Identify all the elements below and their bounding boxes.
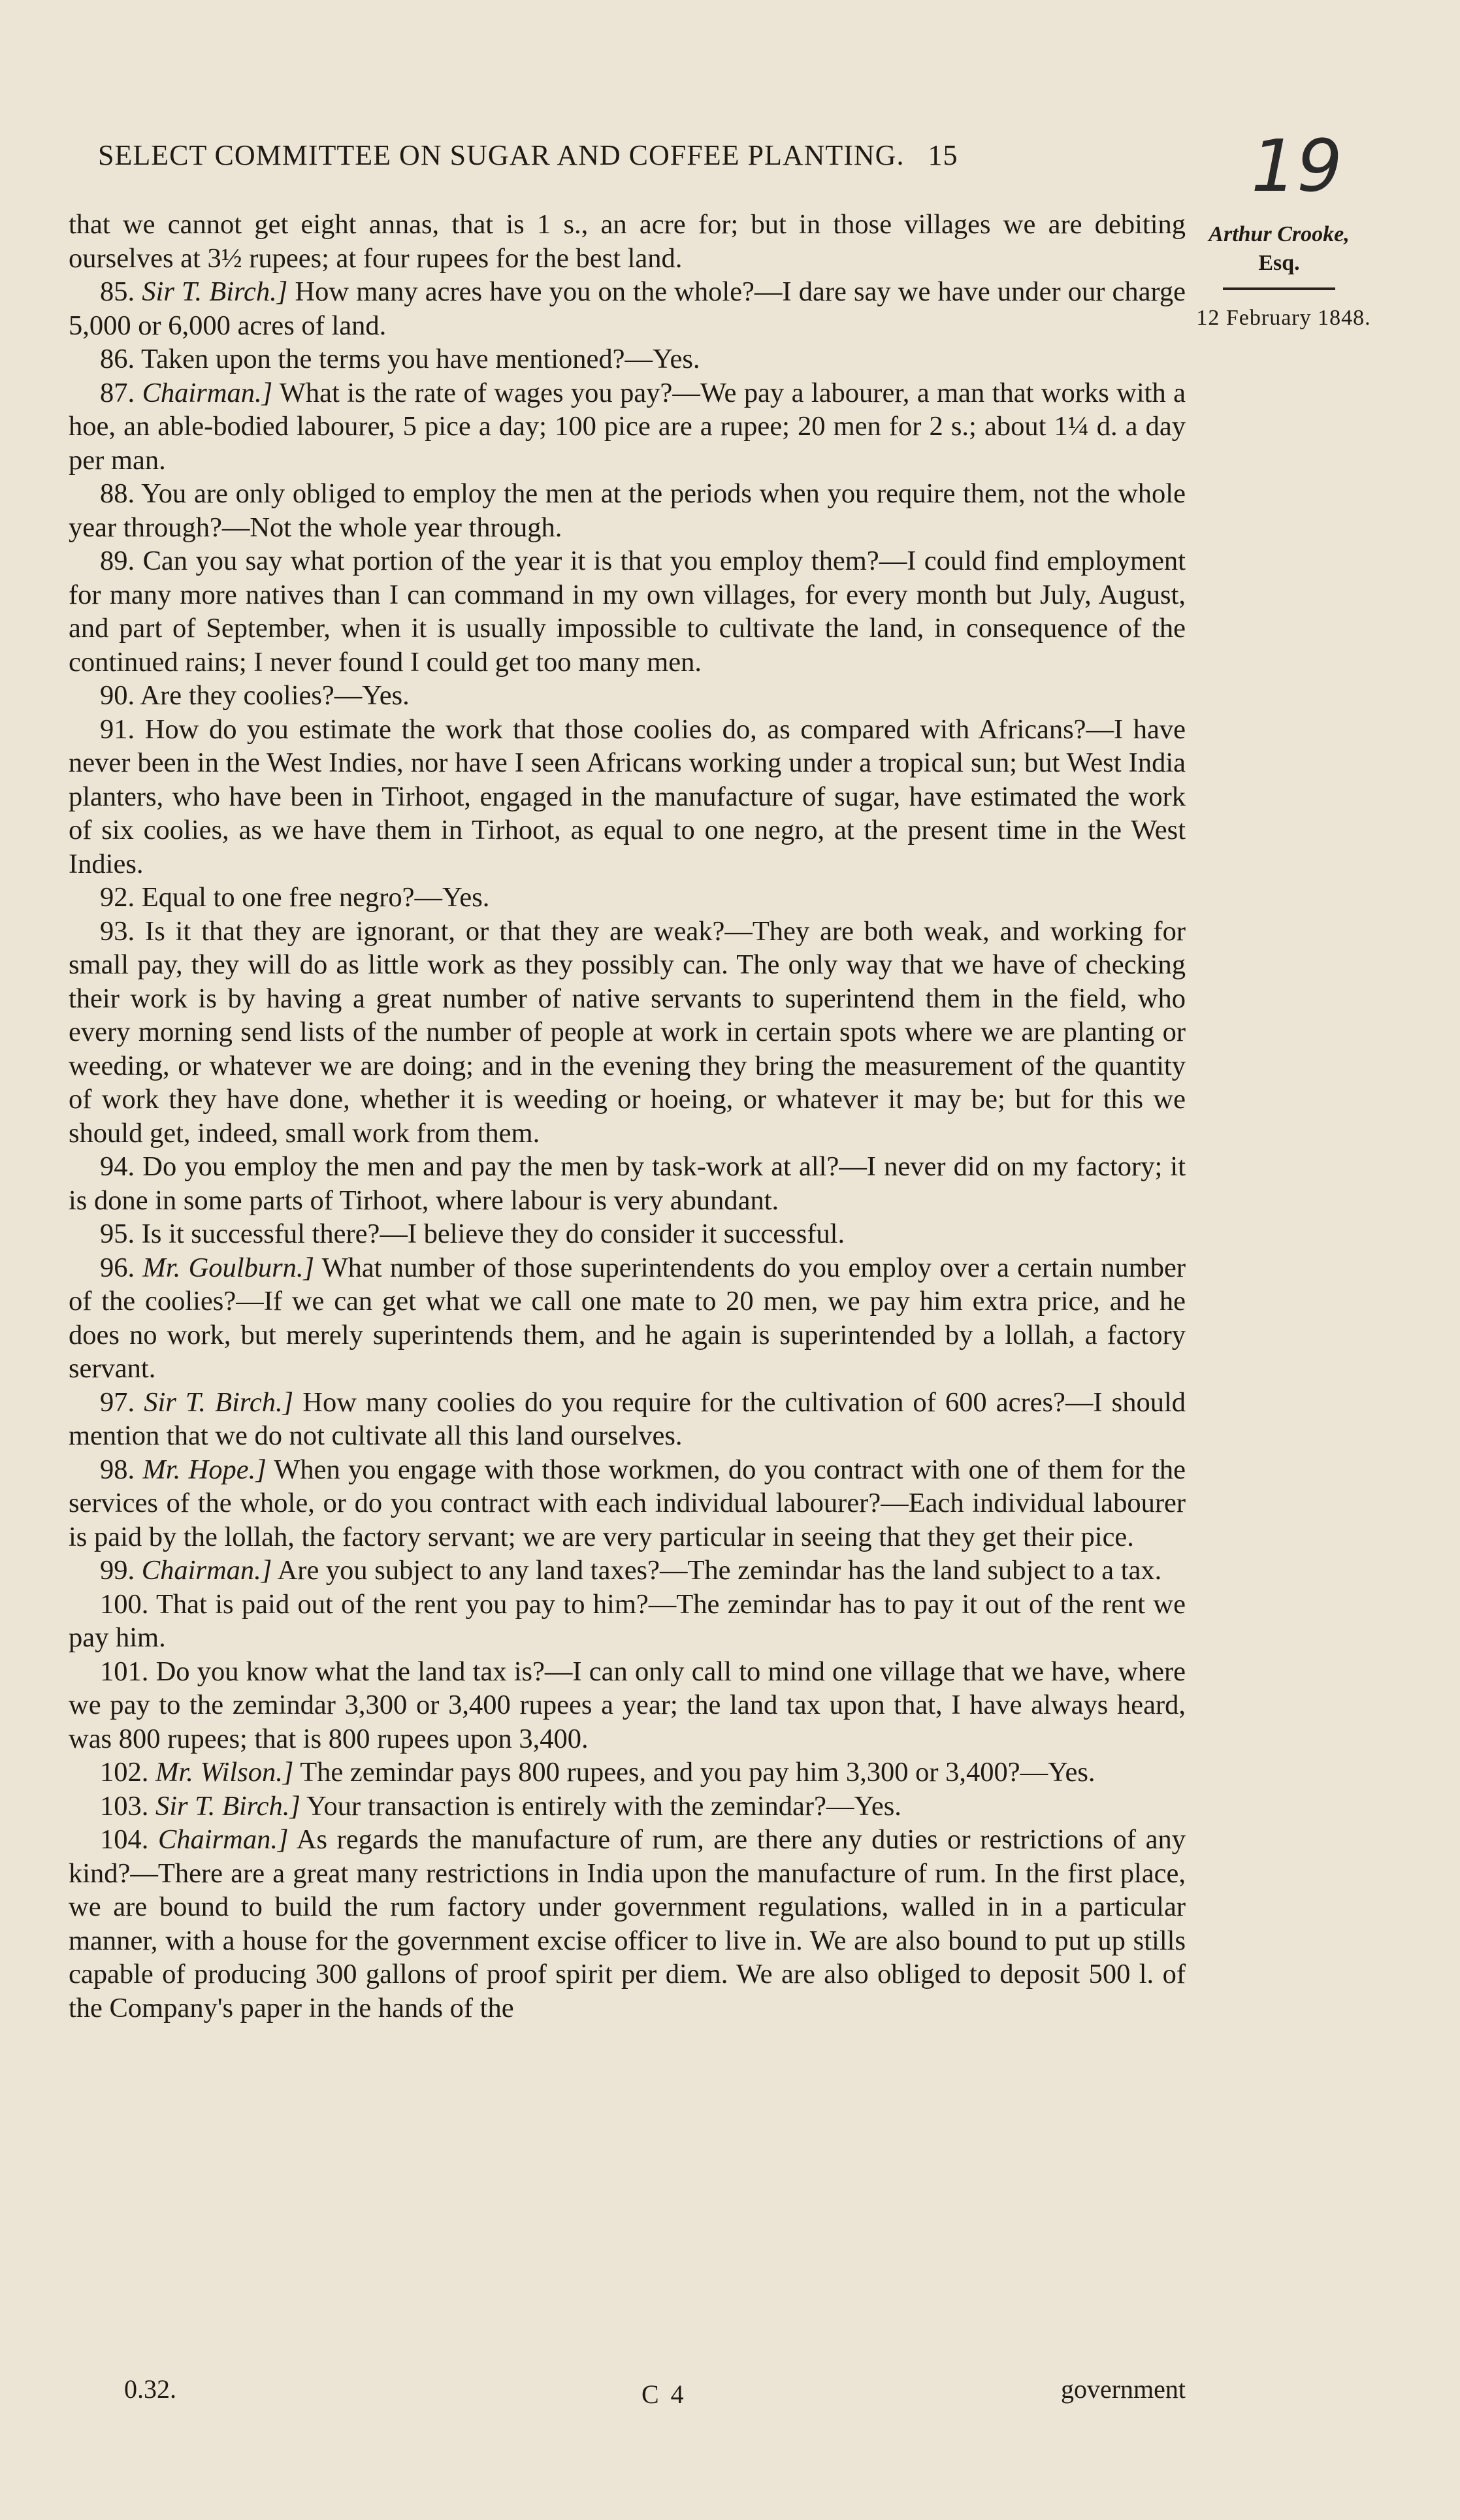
paragraph-text: How many acres have you on the whole?—I dare say we have under our charge 5,000 or 6,000 acres of land. — [69, 276, 1186, 341]
paragraph — [69, 1251, 1186, 1386]
question-number: 95. — [100, 1219, 135, 1249]
paragraph-text: Do you know what the land tax is?—I can only call to mind one village that we have, where we pay to the zemindar 3,300 or 3,400 rupees a year; the land tax upon that, I have always heard, was 800 rupees; that is 800 rupees upon 3,400. — [69, 1656, 1186, 1754]
paragraph-text: What number of those superintendents do you employ over a certain number of the coolies?—If we can get what we call one mate to 20 men, we pay him extra price, and he does no work, but merely superintends them, and he again is superintended by a lollah, a factory servant. — [69, 1252, 1186, 1384]
question-number: 104. — [100, 1824, 149, 1855]
question-number: 89. — [100, 546, 135, 576]
body-text — [69, 208, 1186, 2025]
speaker-name: Sir T. Birch.] — [155, 1790, 300, 1822]
handwritten-folio-number: 19 — [1251, 124, 1342, 208]
margin-date: 12 February 1848. — [1196, 306, 1371, 330]
paragraph — [69, 915, 1186, 1151]
paragraph-text: Is it successful there?—I believe they do consider it successful. — [141, 1219, 845, 1249]
paragraph — [69, 1453, 1186, 1554]
speaker-name: Mr. Goulburn.] — [142, 1252, 315, 1283]
question-number: 94. — [100, 1151, 135, 1182]
paragraph — [69, 881, 1186, 915]
paragraph — [69, 1655, 1186, 1756]
paragraph — [69, 1217, 1186, 1251]
paragraph-text: What is the rate of wages you pay?—We pay a labourer, a man that works with a hoe, an able-bodied labourer, 5 pice a day; 100 pice are a rupee; 20 men for 2 s.; about 1¼ d. a day per man. — [69, 377, 1186, 476]
speaker-name: Chairman.] — [157, 1824, 289, 1855]
question-number: 102. — [100, 1757, 149, 1788]
question-number: 99. — [100, 1555, 135, 1586]
paragraph-text: Can you say what portion of the year it is that you employ them?—I could find employment for many more natives than I can command in my own villages, for every month but July, August, and part of September, when it is usually impossible to cultivate the land, in consequence of the continued rains; I never found I could get too many men. — [69, 546, 1186, 678]
paragraph — [69, 1588, 1186, 1655]
paragraph-text: Taken upon the terms you have mentioned?—Yes. — [140, 344, 700, 374]
paragraph-text: Do you employ the men and pay the men by task-work at all?—I never did on my factory; it is done in some parts of Tirhoot, where labour is very abundant. — [69, 1151, 1186, 1216]
signature-mark: C 4 — [641, 2380, 687, 2409]
footer-reference: 0.32. — [124, 2374, 176, 2404]
question-number: 88. — [100, 478, 135, 509]
paragraph — [69, 208, 1186, 275]
question-number: 98. — [100, 1454, 135, 1485]
paragraph-text: Your transaction is entirely with the zemindar?—Yes. — [306, 1790, 901, 1822]
paragraph — [69, 1386, 1186, 1453]
paragraph-text: That is paid out of the rent you pay to him?—The zemindar has to pay it out of the rent we pay him. — [69, 1588, 1186, 1653]
paragraph-text: How many coolies do you require for the cultivation of 600 acres?—I should mention that we do not cultivate all this land ourselves. — [69, 1386, 1186, 1451]
page-footer — [124, 2374, 1186, 2409]
question-number: 87. — [100, 377, 135, 408]
paragraph-text: When you engage with those workmen, do you contract with one of them for the services of the whole, or do you contract with each individual labourer?—Each individual labourer is paid by the lollah, the factory servant; we are very particular in seeing that they get their pice. — [69, 1454, 1186, 1552]
speaker-name: Sir T. Birch.] — [142, 276, 288, 307]
paragraph — [69, 679, 1186, 713]
paragraph-text: Are you subject to any land taxes?—The zemindar has the land subject to a tax. — [277, 1555, 1162, 1586]
speaker-name: Mr. Wilson.] — [155, 1757, 294, 1788]
question-number: 85. — [100, 276, 135, 307]
question-number: 86. — [100, 344, 135, 374]
paragraph — [69, 477, 1186, 544]
paragraph — [69, 1823, 1186, 2025]
speaker-name: Mr. Hope.] — [142, 1454, 267, 1485]
question-number: 96. — [100, 1252, 135, 1283]
witness-name: Arthur Crooke, — [1209, 222, 1350, 246]
question-number: 91. — [100, 713, 135, 745]
paragraph-text: You are only obliged to employ the men at the periods when you require them, not the whole year through?—Not the whole year through. — [69, 478, 1186, 543]
paragraph-text: Are they coolies?—Yes. — [140, 680, 410, 711]
witness-title: Esq. — [1258, 251, 1300, 275]
margin-rule — [1223, 287, 1335, 290]
question-number: 97. — [100, 1386, 135, 1418]
paragraph — [69, 1554, 1186, 1588]
paragraph — [69, 342, 1186, 376]
paragraph — [69, 544, 1186, 679]
question-number: 103. — [100, 1790, 149, 1822]
question-number: 90. — [100, 680, 135, 711]
question-number: 101. — [100, 1656, 149, 1687]
paragraph — [69, 275, 1186, 342]
paragraph-text: Equal to one free negro?—Yes. — [141, 882, 490, 913]
running-header — [98, 139, 1169, 172]
paragraph — [69, 1790, 1186, 1824]
paragraph-text: Is it that they are ignorant, or that they are weak?—They are both weak, and working for small pay, they will do as little work as they possibly can. The only way that we have of checking their work is by having a great number of native servants to superintend them in the field, who every morning send lists of the number of people at work in certain spots where we are planting or weeding, or whatever we are doing; and in the evening they bring the measurement of the quantity of work they have done, whether it is weeding or hoeing, or whatever it may be; but for this we should get, indeed, small work from them. — [69, 915, 1186, 1149]
margin-note — [1201, 220, 1357, 278]
speaker-name: Chairman.] — [142, 377, 273, 408]
paragraph-text: The zemindar pays 800 rupees, and you pay him 3,300 or 3,400?—Yes. — [300, 1757, 1095, 1788]
header-title: SELECT COMMITTEE ON SUGAR AND COFFEE PLANTING. — [98, 139, 905, 171]
paragraph-text: As regards the manufacture of rum, are there any duties or restrictions of any kind?—There are a great many restrictions in India upon the manufacture of rum. In the first place, we are bound to build the rum factory under government regulations, walled in in a particular manner, with a house for the government excise officer to live in. We are also bound to put up stills capable of producing 300 gallons of proof spirit per diem. We are also obliged to deposit 500 l. of the Company's paper in the hands of the — [69, 1824, 1186, 2023]
paragraph-text: How do you estimate the work that those coolies do, as compared with Africans?—I have never been in the West Indies, nor have I seen Africans working under a tropical sun; but West India planters, who have been in Tirhoot, engaged in the manufacture of sugar, have estimated the work of six coolies, as we have them in Tirhoot, as equal to one negro, at the present time in the West Indies. — [69, 713, 1186, 879]
paragraph-text: that we cannot get eight annas, that is 1 s., an acre for; but in those villages we are debiting ourselves at 3½ rupees; at four rupees for the best land. — [69, 209, 1186, 274]
speaker-name: Chairman.] — [141, 1555, 272, 1586]
question-number: 92. — [100, 882, 135, 913]
paragraph — [69, 376, 1186, 478]
speaker-name: Sir T. Birch.] — [144, 1386, 294, 1418]
question-number: 93. — [100, 915, 135, 947]
catchword: government — [1060, 2374, 1186, 2404]
paragraph — [69, 1150, 1186, 1217]
question-number: 100. — [100, 1588, 149, 1620]
paragraph — [69, 1756, 1186, 1790]
paragraph — [69, 713, 1186, 881]
page-number: 15 — [928, 139, 958, 171]
